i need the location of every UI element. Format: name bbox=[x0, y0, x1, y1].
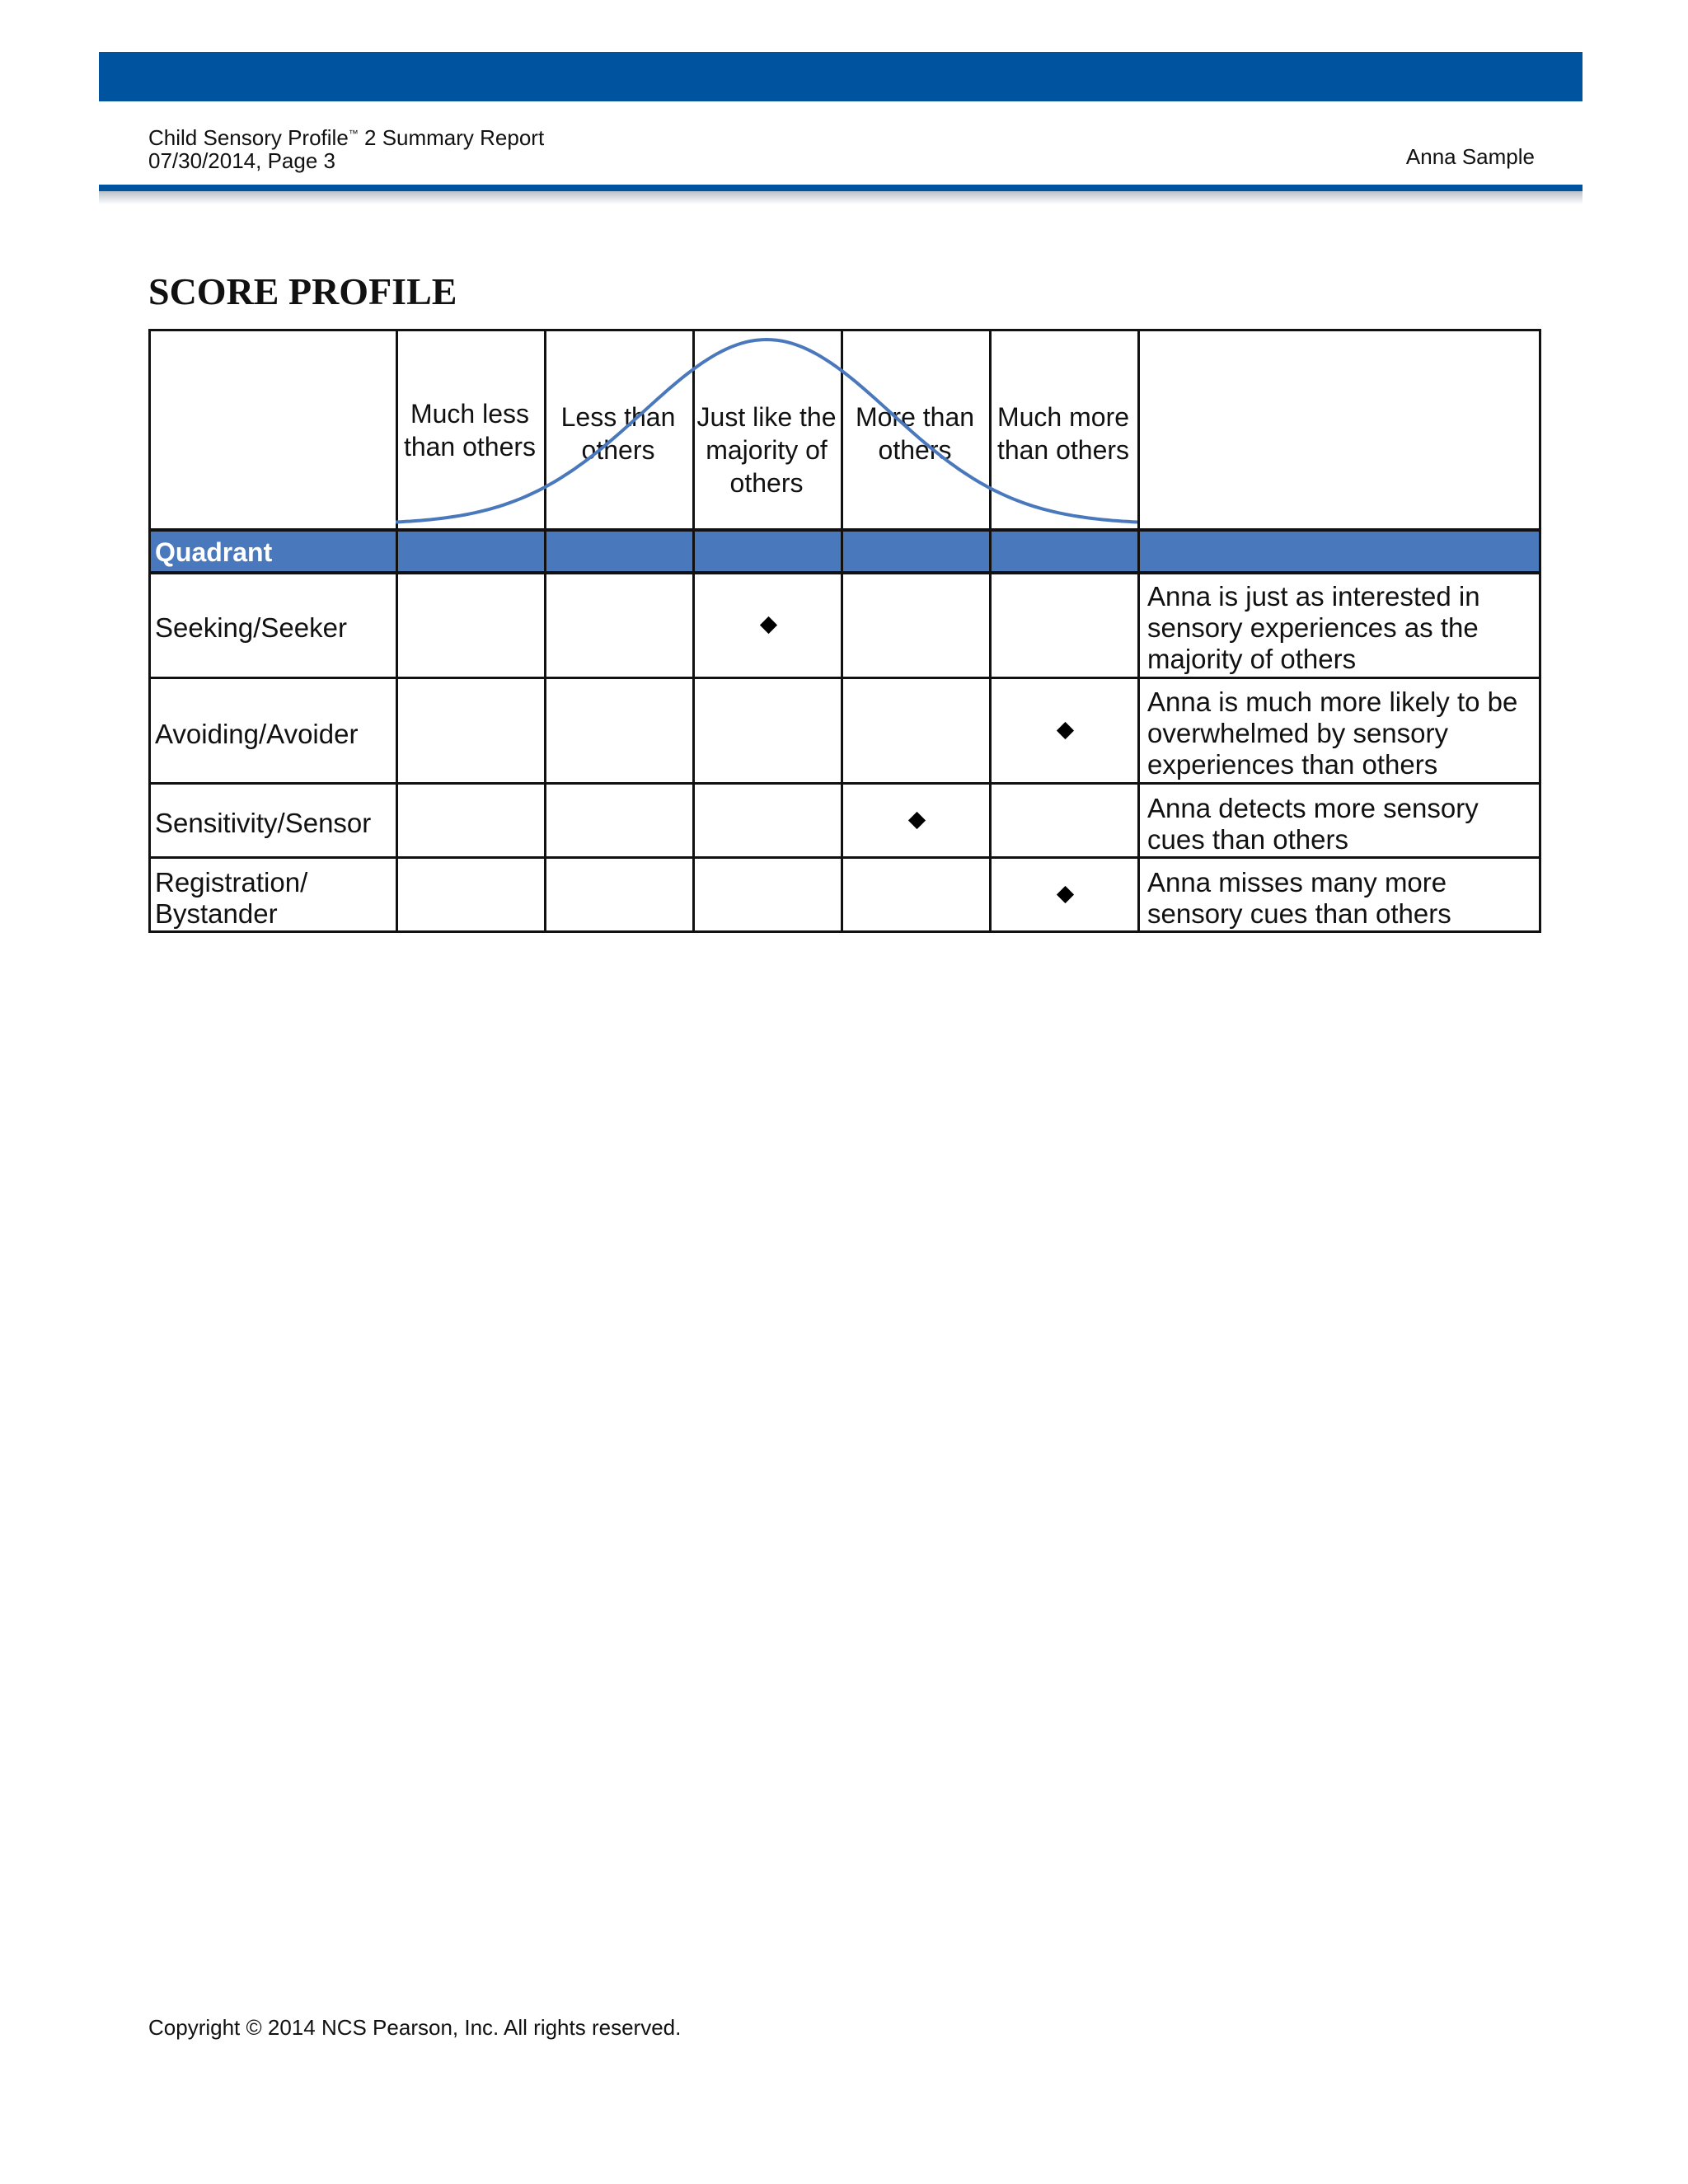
table-vline-3 bbox=[692, 330, 695, 933]
table-vline-6 bbox=[1137, 330, 1140, 933]
header-rule bbox=[99, 185, 1582, 191]
trademark-symbol: ™ bbox=[348, 128, 359, 139]
column-header-1: Much less than others bbox=[403, 399, 537, 462]
row-label-1: Seeking/Seeker bbox=[155, 612, 347, 643]
row-label-4: Registration/ Bystander bbox=[155, 867, 308, 929]
table-hline-5 bbox=[148, 856, 1541, 859]
table-vline-4 bbox=[841, 330, 843, 933]
report-date-page: 07/30/2014, Page 3 bbox=[148, 148, 335, 173]
row-label-3: Sensitivity/Sensor bbox=[155, 808, 372, 838]
copyright-footer: Copyright © 2014 NCS Pearson, Inc. All rights reserved. bbox=[148, 2015, 682, 2040]
table-vline-5 bbox=[989, 330, 992, 933]
table-vline-2 bbox=[544, 330, 546, 933]
table-hline-2 bbox=[148, 571, 1541, 574]
report-header bbox=[148, 122, 544, 172]
table-hline-4 bbox=[148, 782, 1541, 785]
row-description-3: Anna detects more sensory cues than others bbox=[1147, 793, 1479, 855]
table-hline-6 bbox=[148, 930, 1541, 933]
table-vline-1 bbox=[396, 330, 398, 933]
table-vline-0 bbox=[148, 330, 151, 933]
column-header-3: Just like the majority of others bbox=[696, 402, 837, 498]
section-title: SCORE PROFILE bbox=[148, 270, 457, 312]
report-title: Child Sensory Profile™ 2 Summary Report bbox=[148, 125, 545, 150]
row-label-2: Avoiding/Avoider bbox=[155, 719, 359, 749]
table-hline-3 bbox=[148, 677, 1541, 679]
column-header-4: More than others bbox=[855, 402, 975, 465]
column-header-5: Much more than others bbox=[996, 402, 1130, 465]
row-description-4: Anna misses many more sensory cues than others bbox=[1147, 867, 1451, 929]
column-header-2: Less than others bbox=[560, 402, 676, 465]
table-hline-1 bbox=[148, 528, 1541, 532]
quadrant-header-label: Quadrant bbox=[155, 537, 273, 567]
header-top-bar bbox=[99, 52, 1582, 101]
row-description-2: Anna is much more likely to be overwhelmed by sensory experiences than others bbox=[1147, 687, 1518, 780]
table-vline-7 bbox=[1539, 330, 1541, 933]
client-name: Anna Sample bbox=[1405, 144, 1535, 169]
table-hline-0 bbox=[148, 329, 1541, 331]
header-rule-shadow bbox=[99, 191, 1582, 204]
row-description-1: Anna is just as interested in sensory experiences as the majority of others bbox=[1147, 581, 1480, 674]
quadrant-band bbox=[148, 529, 1539, 572]
